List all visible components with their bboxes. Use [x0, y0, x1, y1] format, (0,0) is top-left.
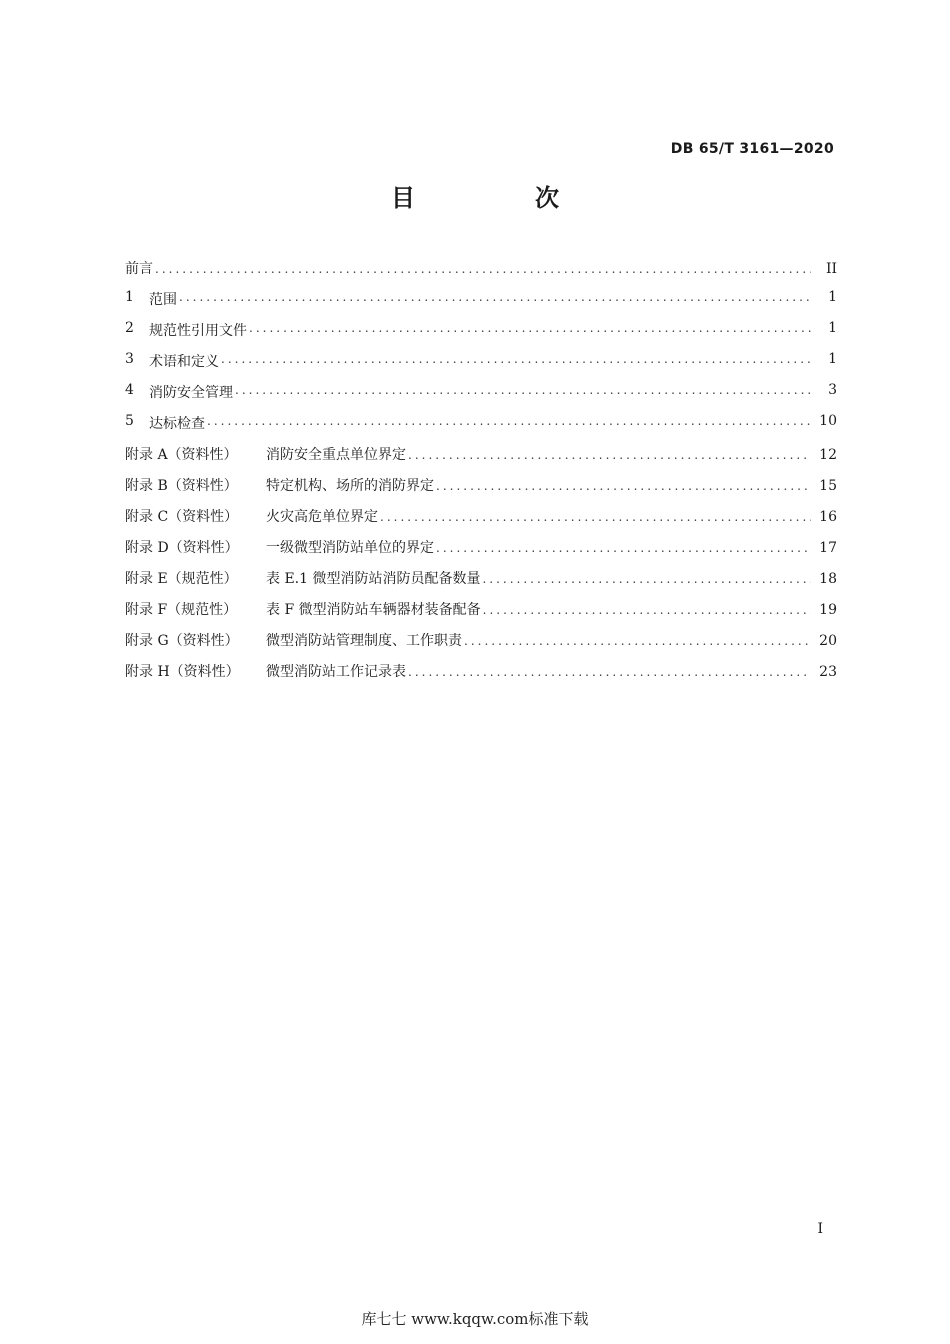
toc-chapter-number: 4 — [125, 382, 134, 398]
toc-entry-label — [125, 320, 247, 340]
toc-annex-label: 附录 F（规范性） — [125, 602, 238, 618]
toc-entry-label — [125, 537, 434, 557]
toc-page-number: 20 — [819, 633, 837, 649]
toc-entry-text: 微型消防站管理制度、工作职责 — [266, 633, 462, 649]
toc-leader-dots — [483, 603, 811, 617]
toc-entry-text: 消防安全管理 — [149, 385, 233, 401]
toc-page-number: 17 — [819, 540, 837, 556]
toc-leader-dots — [235, 383, 811, 397]
toc-entry-text: 达标检查 — [149, 416, 205, 432]
toc-entry-label — [125, 413, 205, 433]
watermark-text: 库七七 www.kqqw.com标准下载 — [361, 1310, 589, 1328]
toc-entry-chapter-5[interactable] — [125, 413, 837, 444]
toc-leader-dots — [436, 541, 811, 555]
toc-entry-text: 特定机构、场所的消防界定 — [266, 478, 434, 494]
toc-entry-annex-c[interactable] — [125, 506, 837, 537]
toc-entry-text: 微型消防站工作记录表 — [266, 664, 406, 680]
toc-leader-dots — [179, 290, 811, 304]
toc-entry-foreword[interactable] — [125, 258, 837, 289]
toc-entry-annex-d[interactable] — [125, 537, 837, 568]
toc-page-number: 1 — [828, 289, 837, 305]
toc-page-number: 19 — [819, 602, 837, 618]
toc-entry-text: 表 E.1 微型消防站消防员配备数量 — [266, 571, 481, 587]
toc-entry-label — [125, 630, 462, 650]
toc-entry-annex-b[interactable] — [125, 475, 837, 506]
toc-chapter-number: 3 — [125, 351, 134, 367]
toc-entry-text: 规范性引用文件 — [149, 323, 247, 339]
toc-entry-annex-e[interactable] — [125, 568, 837, 599]
toc-annex-label: 附录 E（规范性） — [125, 571, 238, 587]
toc-leader-dots — [408, 665, 811, 679]
toc-entry-chapter-1[interactable] — [125, 289, 837, 320]
toc-entry-label — [125, 351, 219, 371]
toc-entry-label — [125, 568, 480, 588]
toc-entry-text: 消防安全重点单位界定 — [266, 447, 406, 463]
toc-page-number: 1 — [828, 351, 837, 367]
page-number: I — [817, 1221, 823, 1237]
toc-entry-label — [125, 444, 406, 464]
toc-entry-label — [125, 661, 406, 681]
toc-leader-dots — [207, 414, 811, 428]
toc-page-number: 23 — [819, 664, 837, 680]
toc-leader-dots — [408, 448, 811, 462]
toc-annex-label: 附录 B（资料性） — [125, 478, 238, 494]
toc-leader-dots — [464, 634, 811, 648]
toc-entry-annex-g[interactable] — [125, 630, 837, 661]
toc-entry-annex-h[interactable] — [125, 661, 837, 692]
toc-entry-text: 表 F 微型消防站车辆器材装备配备 — [266, 602, 481, 618]
table-of-contents — [125, 258, 837, 692]
page-title: 目 次 — [391, 184, 607, 212]
toc-entry-label — [125, 599, 481, 619]
toc-page-number: 3 — [828, 382, 837, 398]
toc-leader-dots — [155, 262, 811, 276]
toc-leader-dots — [482, 572, 811, 586]
toc-annex-label: 附录 G（资料性） — [125, 633, 239, 649]
toc-entry-label — [125, 289, 177, 309]
toc-page-number: 16 — [819, 509, 837, 525]
toc-page-number: II — [825, 261, 837, 277]
toc-entry-text: 范围 — [149, 292, 177, 308]
toc-entry-chapter-2[interactable] — [125, 320, 837, 351]
toc-leader-dots — [221, 352, 811, 366]
toc-chapter-number: 2 — [125, 320, 134, 336]
toc-annex-label: 附录 A（资料性） — [125, 447, 238, 463]
toc-page-number: 18 — [819, 571, 837, 587]
toc-entry-text: 火灾高危单位界定 — [266, 509, 378, 525]
toc-entry-text: 一级微型消防站单位的界定 — [266, 540, 434, 556]
toc-entry-annex-a[interactable] — [125, 444, 837, 475]
toc-entry-text: 前言 — [125, 261, 153, 277]
toc-entry-label — [125, 258, 153, 278]
document-code: DB 65/T 3161—2020 — [670, 141, 834, 157]
toc-entry-label — [125, 475, 434, 495]
toc-annex-label: 附录 C（资料性） — [125, 509, 239, 525]
toc-chapter-number: 5 — [125, 413, 134, 429]
toc-leader-dots — [380, 510, 811, 524]
toc-annex-label: 附录 H（资料性） — [125, 664, 240, 680]
toc-page-number: 1 — [828, 320, 837, 336]
toc-entry-text: 术语和定义 — [149, 354, 219, 370]
toc-entry-chapter-4[interactable] — [125, 382, 837, 413]
toc-annex-label: 附录 D（资料性） — [125, 540, 239, 556]
toc-entry-chapter-3[interactable] — [125, 351, 837, 382]
toc-entry-label — [125, 382, 233, 402]
toc-entry-annex-f[interactable] — [125, 599, 837, 630]
toc-entry-label — [125, 506, 378, 526]
toc-leader-dots — [249, 321, 811, 335]
toc-chapter-number: 1 — [125, 289, 134, 305]
toc-page-number: 10 — [819, 413, 837, 429]
toc-leader-dots — [436, 479, 811, 493]
toc-page-number: 15 — [819, 478, 837, 494]
toc-page-number: 12 — [819, 447, 837, 463]
